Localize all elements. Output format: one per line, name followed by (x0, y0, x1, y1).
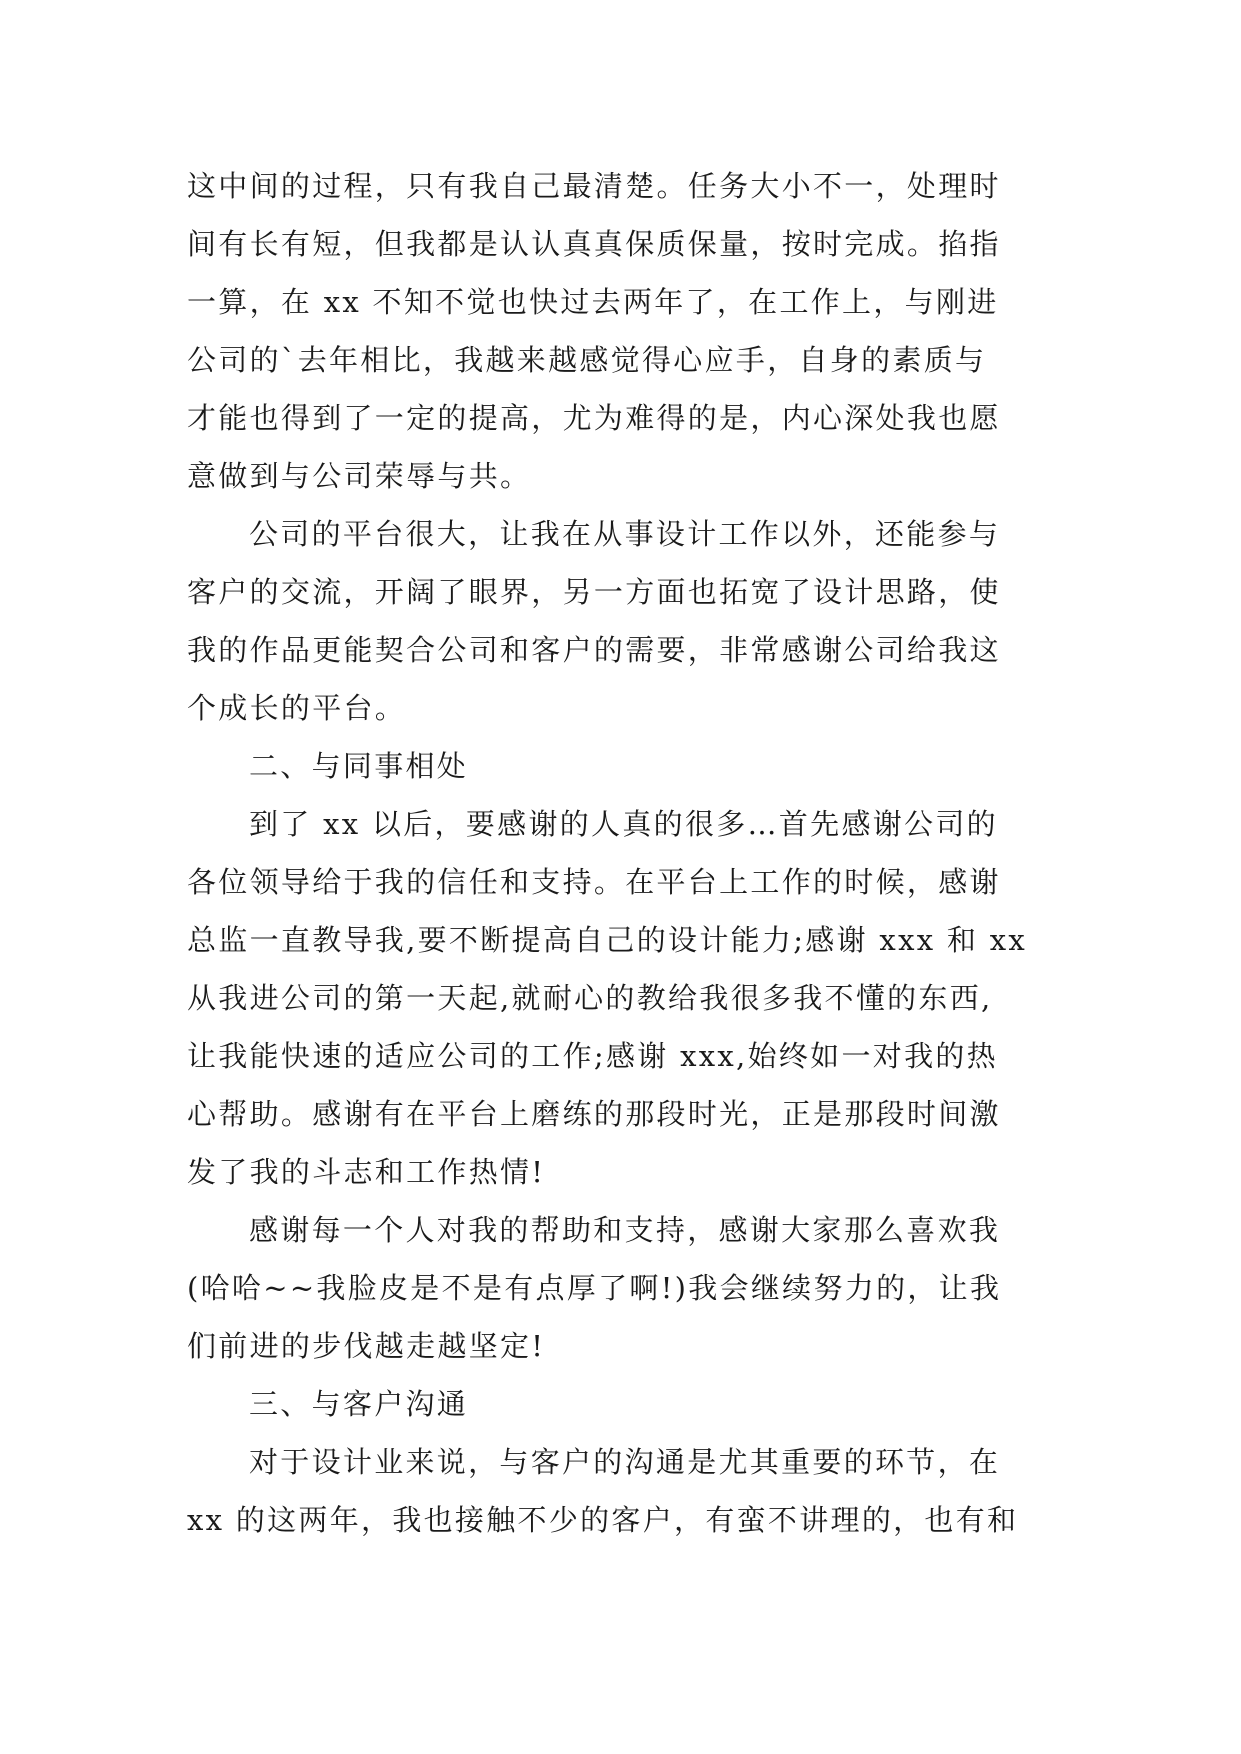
paragraph-line: 意做到与公司荣辱与共。 (187, 459, 532, 493)
paragraph-line: 间有长有短，但我都是认认真真保质保量，按时完成。掐指 (187, 227, 1001, 261)
paragraph-line: xx 的这两年，我也接触不少的客户，有蛮不讲理的，也有和 (187, 1503, 1019, 1537)
paragraph-line: 客户的交流，开阔了眼界，另一方面也拓宽了设计思路，使 (187, 575, 1001, 609)
paragraph-line: 各位领导给于我的信任和支持。在平台上工作的时候，感谢 (187, 865, 1001, 899)
paragraph-line: 发了我的斗志和工作热情! (187, 1155, 546, 1189)
paragraph-line: 我的作品更能契合公司和客户的需要，非常感谢公司给我这 (187, 633, 1001, 667)
paragraph-line: 感谢每一个人对我的帮助和支持，感谢大家那么喜欢我 (249, 1213, 1001, 1247)
paragraph-line: 个成长的平台。 (187, 691, 407, 725)
paragraph-line: 让我能快速的适应公司的工作;感谢 xxx,始终如一对我的热 (187, 1039, 998, 1073)
paragraph-line: 总监一直教导我,要不断提高自己的设计能力;感谢 xxx 和 xx (187, 923, 1028, 957)
document-body (187, 157, 1063, 1549)
paragraph-line: 心帮助。感谢有在平台上磨练的那段时光，正是那段时间激 (187, 1097, 1001, 1131)
paragraph-line: 公司的平台很大，让我在从事设计工作以外，还能参与 (249, 517, 1001, 551)
paragraph-line: 一算，在 xx 不知不觉也快过去两年了，在工作上，与刚进 (187, 285, 999, 319)
paragraph-line: 才能也得到了一定的提高，尤为难得的是，内心深处我也愿 (187, 401, 1001, 435)
paragraph-line: 到了 xx 以后，要感谢的人真的很多…首先感谢公司的 (249, 807, 998, 841)
section-heading: 二、与同事相处 (249, 749, 469, 783)
paragraph-line: 公司的`去年相比，我越来越感觉得心应手，自身的素质与 (187, 343, 987, 377)
section-heading: 三、与客户沟通 (249, 1387, 469, 1421)
paragraph-line: 从我进公司的第一天起,就耐心的教给我很多我不懂的东西, (187, 981, 993, 1015)
paragraph-line: 们前进的步伐越走越坚定! (187, 1329, 546, 1363)
paragraph-line: 这中间的过程，只有我自己最清楚。任务大小不一，处理时 (187, 169, 1001, 203)
paragraph-line: 对于设计业来说，与客户的沟通是尤其重要的环节，在 (249, 1445, 1001, 1479)
paragraph-line: (哈哈~~我脸皮是不是有点厚了啊!)我会继续努力的，让我 (187, 1271, 1002, 1305)
